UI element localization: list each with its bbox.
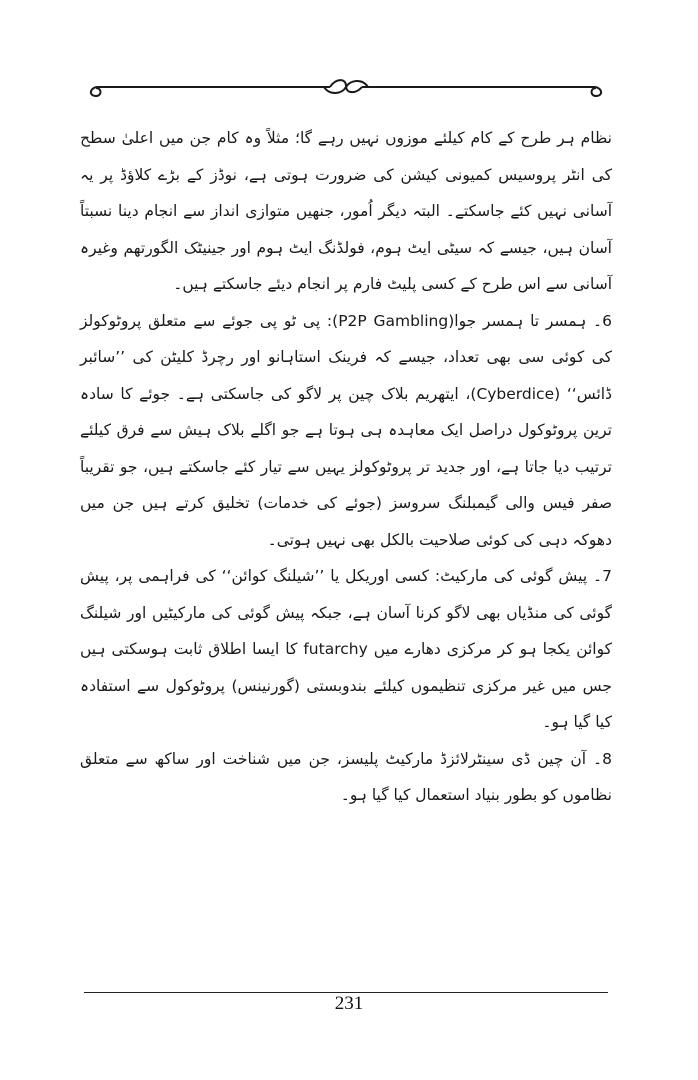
header-ornament xyxy=(84,72,608,102)
paragraph-prediction-markets: 7۔ پیش گوئی کی مارکیٹ: کسی اوریکل یا ’’شیلنگ کوائن‘‘ کی فراہمی پر، پیش گوئی کی منڈیاں بھی لاگو کرنا آسان ہے، جبکہ پیش گوئی کی مارکیٹیں اور شیلنگ کوائن یکجا ہو کر مرکزی دھارے میں futarchy کا ایسا اطلاق ثابت ہوسکتی ہیں جس میں غیر مرکزی تنظیموں کیلئے بندوبستی (گورنینس) پروٹوکول سے استفادہ کیا گیا ہو۔ xyxy=(80,567,612,731)
page-number: 231 xyxy=(334,993,364,1014)
paragraph-p2p-gambling: 6۔ ہمسر تا ہمسر جوا(P2P Gambling): پی ٹو پی جوئے سے متعلق پروٹوکولز کی کوئی سی بھی تعداد، جیسے کہ فرینک استاہانو اور رچرڈ کلیٹن کی ’’سائبر ڈائس‘‘ (Cyberdice)، ایتھریم بلاک چین پر لاگو کی جاسکتی ہے۔ جوئے کا سادہ ترین پروٹوکول دراصل ایک معاہدہ ہی ہوتا ہے جو اگلے بلاک ہیش سے فرق کیلئے ترتیب دیا جاتا ہے، اور جدید تر پروٹوکولز یہیں سے تیار کئے جاسکتے ہیں، جو تقریباً صفر فیس والی گیمبلنگ سروسز (جوئے کی خدمات) تخلیق کرتے ہیں جن میں دھوکہ دہی کی کوئی صلاحیت بالکل بھی نہیں ہوتی۔ xyxy=(80,311,612,549)
paragraph-decentralized-marketplaces: 8۔ آن چین ڈی سینٹرلائزڈ مارکیٹ پلیسز، جن میں شناخت اور ساکھ سے متعلق نظاموں کو بطور بنیاد استعمال کیا گیا ہو۔ xyxy=(80,749,612,804)
main-text xyxy=(80,120,612,814)
paragraph-intro: نظام ہر طرح کے کام کیلئے موزوں نہیں رہے گا؛ مثلاً وہ کام جن میں اعلیٰ سطح کی انٹر پروسیس کمیونی کیشن کی ضرورت ہوتی ہے، نوڈز کے بڑے کلاؤڈ پر یہ آسانی نہیں کئے جاسکتے۔ البتہ دیگر اُمور، جنھیں متوازی انداز سے انجام دینا نسبتاً آسان ہیں، جیسے کہ سیٹی ایٹ ہوم، فولڈنگ ایٹ ہوم اور جینیٹک الگورتھم وغیرہ آسانی سے اس طرح کے کسی پلیٹ فارم پر انجام دیئے جاسکتے ہیں۔ xyxy=(80,129,612,293)
